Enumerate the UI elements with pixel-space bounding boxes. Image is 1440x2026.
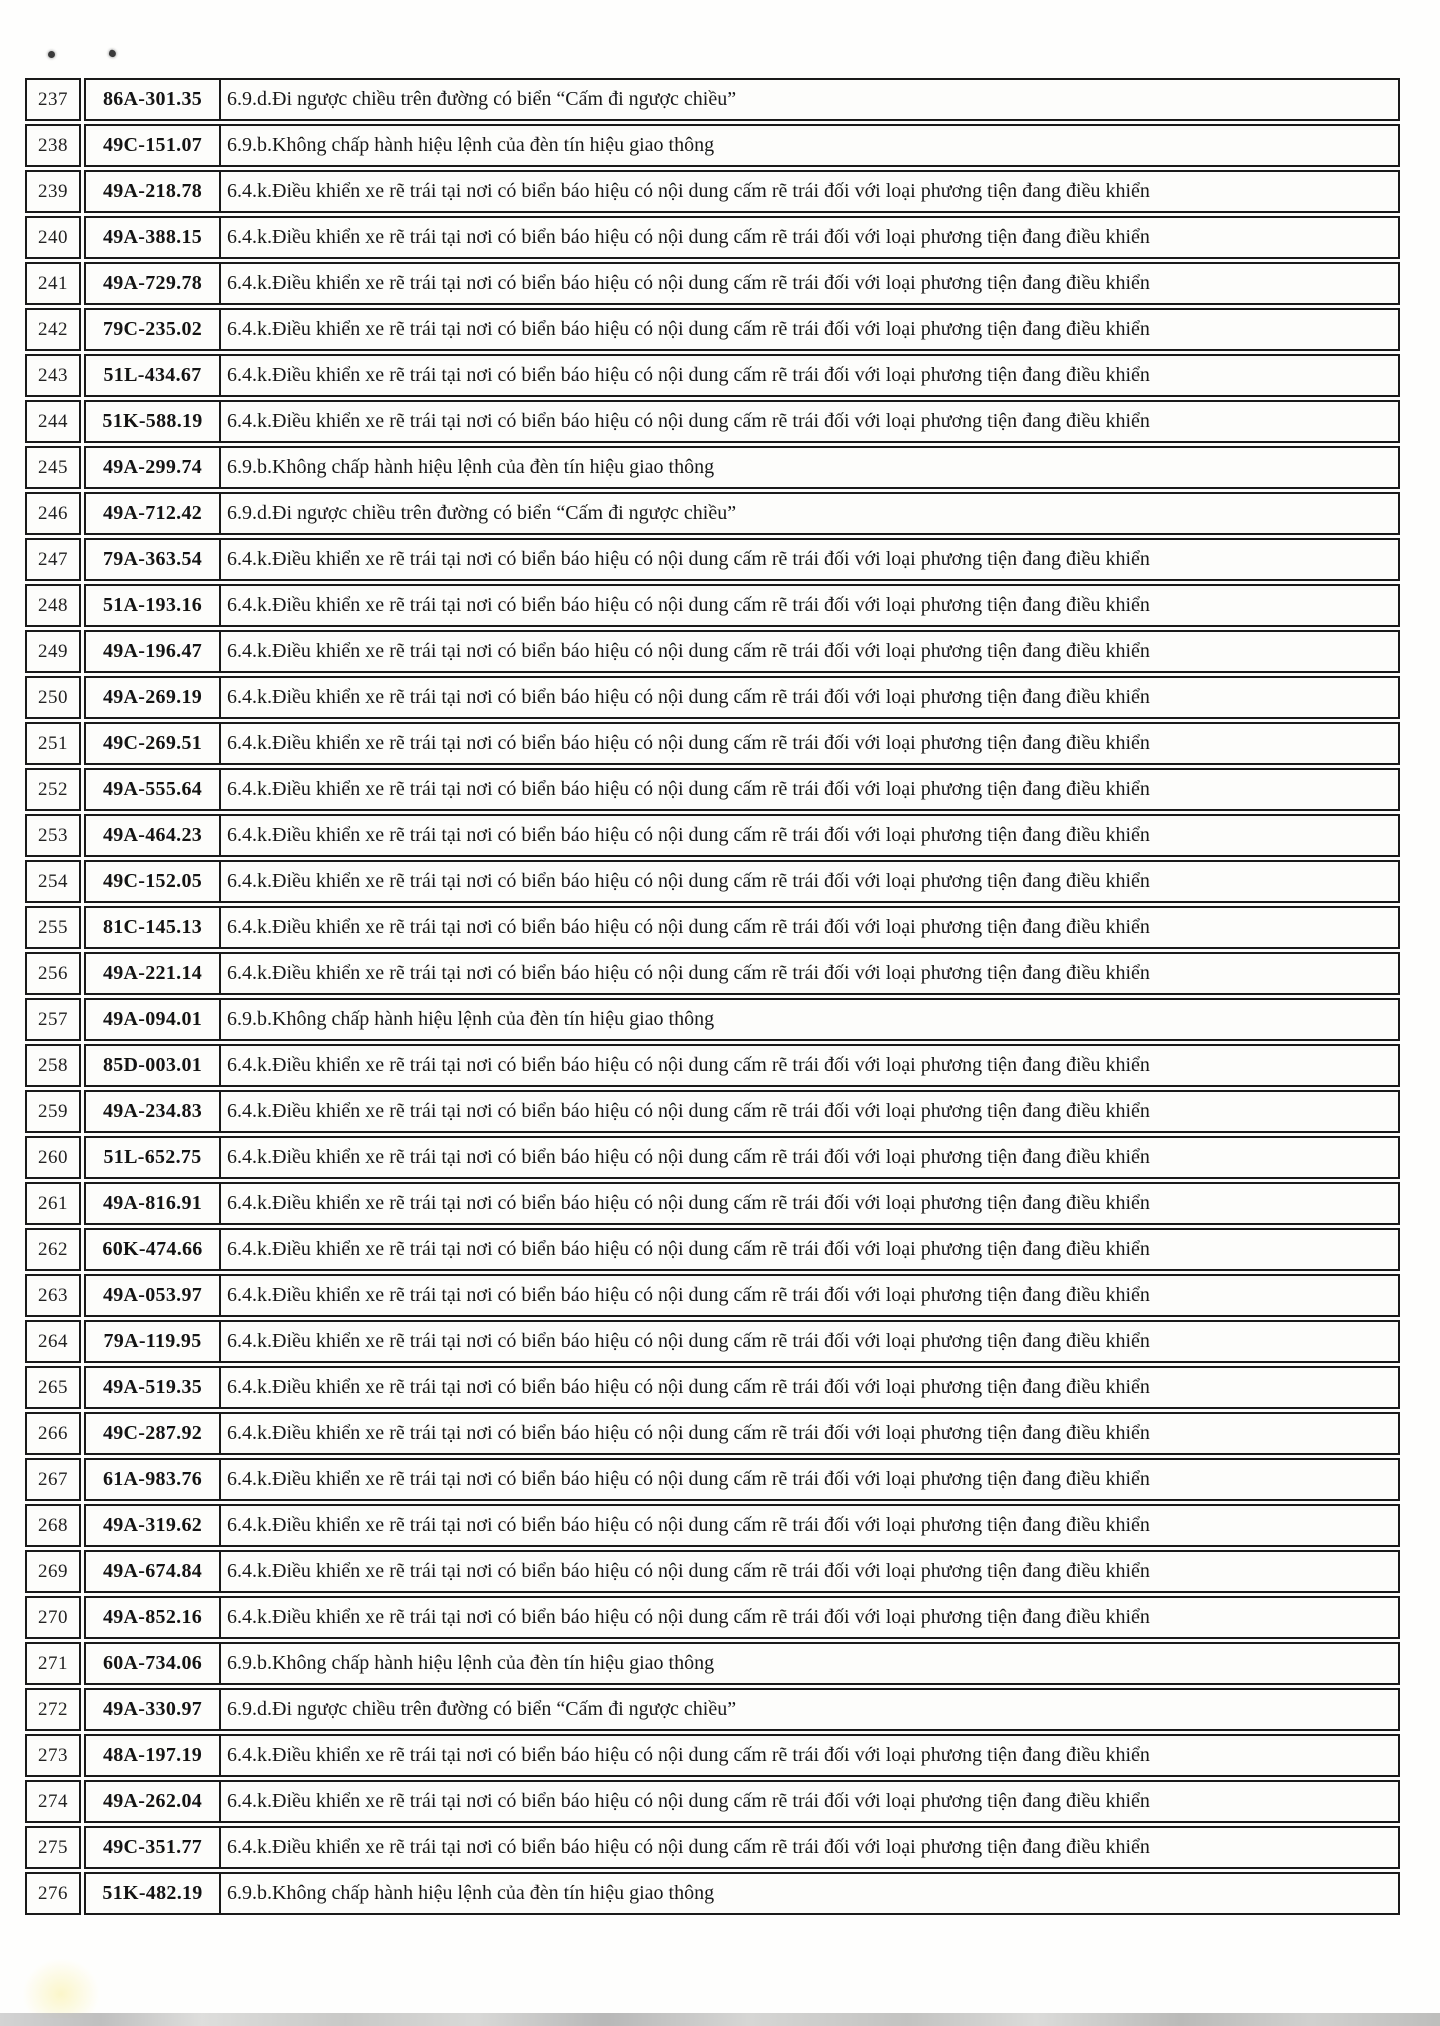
table-row	[25, 1182, 1400, 1225]
row-number-cell: 250	[25, 676, 81, 719]
license-plate-cell: 51A-193.16	[86, 586, 221, 625]
license-plate-cell: 60K-474.66	[86, 1230, 221, 1269]
license-plate-cell: 85D-003.01	[86, 1046, 221, 1085]
violation-cell: 6.4.k.Điều khiển xe rẽ trái tại nơi có biển báo hiệu có nội dung cấm rẽ trái đối với loại phương tiện đang điều khiển	[227, 1468, 1150, 1490]
row-body	[84, 1090, 1400, 1133]
violation-cell: 6.4.k.Điều khiển xe rẽ trái tại nơi có biển báo hiệu có nội dung cấm rẽ trái đối với loại phương tiện đang điều khiển	[227, 226, 1150, 248]
license-plate-cell: 49A-519.35	[86, 1368, 221, 1407]
violation-cell: 6.4.k.Điều khiển xe rẽ trái tại nơi có biển báo hiệu có nội dung cấm rẽ trái đối với loại phương tiện đang điều khiển	[227, 1238, 1150, 1260]
violation-cell: 6.9.d.Đi ngược chiều trên đường có biển “Cấm đi ngược chiều”	[227, 88, 737, 110]
row-number-cell: 246	[25, 492, 81, 535]
row-number-cell: 252	[25, 768, 81, 811]
table-row	[25, 1458, 1400, 1501]
table-row	[25, 1228, 1400, 1271]
table-row	[25, 1320, 1400, 1363]
table-row	[25, 998, 1400, 1041]
row-body	[84, 78, 1400, 121]
violation-cell: 6.4.k.Điều khiển xe rẽ trái tại nơi có biển báo hiệu có nội dung cấm rẽ trái đối với loại phương tiện đang điều khiển	[227, 732, 1150, 754]
license-plate-cell: 48A-197.19	[86, 1736, 221, 1775]
violation-cell: 6.4.k.Điều khiển xe rẽ trái tại nơi có biển báo hiệu có nội dung cấm rẽ trái đối với loại phương tiện đang điều khiển	[227, 1744, 1150, 1766]
violation-cell: 6.9.b.Không chấp hành hiệu lệnh của đèn tín hiệu giao thông	[227, 1882, 715, 1904]
row-number-cell: 258	[25, 1044, 81, 1087]
table-row	[25, 1412, 1400, 1455]
row-body	[84, 1274, 1400, 1317]
violation-cell: 6.9.b.Không chấp hành hiệu lệnh của đèn tín hiệu giao thông	[227, 1008, 715, 1030]
table-row	[25, 354, 1400, 397]
row-number-cell: 267	[25, 1458, 81, 1501]
violation-cell: 6.4.k.Điều khiển xe rẽ trái tại nơi có biển báo hiệu có nội dung cấm rẽ trái đối với loại phương tiện đang điều khiển	[227, 410, 1150, 432]
row-number-cell: 244	[25, 400, 81, 443]
row-number-cell: 262	[25, 1228, 81, 1271]
table-row	[25, 676, 1400, 719]
license-plate-cell: 49A-852.16	[86, 1598, 221, 1637]
license-plate-cell: 79A-119.95	[86, 1322, 221, 1361]
scan-speck	[108, 49, 117, 58]
row-body	[84, 768, 1400, 811]
row-number-cell: 259	[25, 1090, 81, 1133]
row-body	[84, 676, 1400, 719]
table-row	[25, 1688, 1400, 1731]
row-body	[84, 1136, 1400, 1179]
row-body	[84, 584, 1400, 627]
row-body	[84, 630, 1400, 673]
row-body	[84, 1366, 1400, 1409]
violation-cell: 6.4.k.Điều khiển xe rẽ trái tại nơi có biển báo hiệu có nội dung cấm rẽ trái đối với loại phương tiện đang điều khiển	[227, 870, 1150, 892]
row-body	[84, 170, 1400, 213]
violation-cell: 6.4.k.Điều khiển xe rẽ trái tại nơi có biển báo hiệu có nội dung cấm rẽ trái đối với loại phương tiện đang điều khiển	[227, 318, 1150, 340]
violation-cell: 6.4.k.Điều khiển xe rẽ trái tại nơi có biển báo hiệu có nội dung cấm rẽ trái đối với loại phương tiện đang điều khiển	[227, 1376, 1150, 1398]
license-plate-cell: 49A-053.97	[86, 1276, 221, 1315]
license-plate-cell: 49A-464.23	[86, 816, 221, 855]
license-plate-cell: 49C-269.51	[86, 724, 221, 763]
row-body	[84, 446, 1400, 489]
row-number-cell: 256	[25, 952, 81, 995]
license-plate-cell: 49C-151.07	[86, 126, 221, 165]
table-row	[25, 1044, 1400, 1087]
violation-cell: 6.9.b.Không chấp hành hiệu lệnh của đèn tín hiệu giao thông	[227, 1652, 715, 1674]
license-plate-cell: 60A-734.06	[86, 1644, 221, 1683]
row-body	[84, 492, 1400, 535]
table-row	[25, 906, 1400, 949]
row-number-cell: 275	[25, 1826, 81, 1869]
row-number-cell: 248	[25, 584, 81, 627]
table-row	[25, 860, 1400, 903]
row-body	[84, 216, 1400, 259]
license-plate-cell: 49A-221.14	[86, 954, 221, 993]
row-number-cell: 274	[25, 1780, 81, 1823]
violation-cell: 6.9.d.Đi ngược chiều trên đường có biển “Cấm đi ngược chiều”	[227, 1698, 737, 1720]
license-plate-cell: 49A-388.15	[86, 218, 221, 257]
license-plate-cell: 49A-218.78	[86, 172, 221, 211]
violation-cell: 6.4.k.Điều khiển xe rẽ trái tại nơi có biển báo hiệu có nội dung cấm rẽ trái đối với loại phương tiện đang điều khiển	[227, 1514, 1150, 1536]
table-row	[25, 170, 1400, 213]
row-number-cell: 265	[25, 1366, 81, 1409]
scan-smudge	[22, 1958, 100, 2018]
row-body	[84, 1504, 1400, 1547]
license-plate-cell: 49A-330.97	[86, 1690, 221, 1729]
row-number-cell: 239	[25, 170, 81, 213]
row-number-cell: 271	[25, 1642, 81, 1685]
row-number-cell: 266	[25, 1412, 81, 1455]
table-row	[25, 952, 1400, 995]
license-plate-cell: 51L-434.67	[86, 356, 221, 395]
row-number-cell: 253	[25, 814, 81, 857]
violation-cell: 6.4.k.Điều khiển xe rẽ trái tại nơi có biển báo hiệu có nội dung cấm rẽ trái đối với loại phương tiện đang điều khiển	[227, 916, 1150, 938]
row-number-cell: 243	[25, 354, 81, 397]
table-row	[25, 1872, 1400, 1915]
license-plate-cell: 81C-145.13	[86, 908, 221, 947]
row-number-cell: 254	[25, 860, 81, 903]
row-number-cell: 255	[25, 906, 81, 949]
table-row	[25, 1274, 1400, 1317]
table-row	[25, 768, 1400, 811]
violation-cell: 6.4.k.Điều khiển xe rẽ trái tại nơi có biển báo hiệu có nội dung cấm rẽ trái đối với loại phương tiện đang điều khiển	[227, 778, 1150, 800]
table-row	[25, 722, 1400, 765]
table-row	[25, 1780, 1400, 1823]
row-body	[84, 1734, 1400, 1777]
row-body	[84, 1044, 1400, 1087]
license-plate-cell: 49A-816.91	[86, 1184, 221, 1223]
violation-cell: 6.4.k.Điều khiển xe rẽ trái tại nơi có biển báo hiệu có nội dung cấm rẽ trái đối với loại phương tiện đang điều khiển	[227, 1790, 1150, 1812]
license-plate-cell: 61A-983.76	[86, 1460, 221, 1499]
license-plate-cell: 49A-269.19	[86, 678, 221, 717]
row-body	[84, 1182, 1400, 1225]
license-plate-cell: 49A-555.64	[86, 770, 221, 809]
row-body	[84, 998, 1400, 1041]
row-number-cell: 261	[25, 1182, 81, 1225]
row-body	[84, 814, 1400, 857]
scan-speck	[48, 51, 55, 58]
table-row	[25, 308, 1400, 351]
scan-bottom-edge	[0, 2013, 1440, 2026]
row-number-cell: 240	[25, 216, 81, 259]
table-row	[25, 400, 1400, 443]
row-body	[84, 354, 1400, 397]
table-row	[25, 1550, 1400, 1593]
violation-cell: 6.4.k.Điều khiển xe rẽ trái tại nơi có biển báo hiệu có nội dung cấm rẽ trái đối với loại phương tiện đang điều khiển	[227, 1192, 1150, 1214]
license-plate-cell: 49A-674.84	[86, 1552, 221, 1591]
row-number-cell: 272	[25, 1688, 81, 1731]
row-body	[84, 722, 1400, 765]
row-body	[84, 1320, 1400, 1363]
violation-cell: 6.4.k.Điều khiển xe rẽ trái tại nơi có biển báo hiệu có nội dung cấm rẽ trái đối với loại phương tiện đang điều khiển	[227, 1146, 1150, 1168]
violation-cell: 6.4.k.Điều khiển xe rẽ trái tại nơi có biển báo hiệu có nội dung cấm rẽ trái đối với loại phương tiện đang điều khiển	[227, 686, 1150, 708]
table-row	[25, 1642, 1400, 1685]
row-number-cell: 268	[25, 1504, 81, 1547]
row-number-cell: 242	[25, 308, 81, 351]
row-body	[84, 1596, 1400, 1639]
license-plate-cell: 49C-351.77	[86, 1828, 221, 1867]
row-number-cell: 264	[25, 1320, 81, 1363]
row-number-cell: 247	[25, 538, 81, 581]
table-row	[25, 1136, 1400, 1179]
violation-cell: 6.4.k.Điều khiển xe rẽ trái tại nơi có biển báo hiệu có nội dung cấm rẽ trái đối với loại phương tiện đang điều khiển	[227, 548, 1150, 570]
row-number-cell: 237	[25, 78, 81, 121]
row-body	[84, 124, 1400, 167]
row-body	[84, 1780, 1400, 1823]
table-row	[25, 492, 1400, 535]
row-number-cell: 273	[25, 1734, 81, 1777]
table-row	[25, 584, 1400, 627]
table-row	[25, 1596, 1400, 1639]
row-body	[84, 308, 1400, 351]
violation-cell: 6.4.k.Điều khiển xe rẽ trái tại nơi có biển báo hiệu có nội dung cấm rẽ trái đối với loại phương tiện đang điều khiển	[227, 962, 1150, 984]
license-plate-cell: 86A-301.35	[86, 80, 221, 119]
violation-cell: 6.4.k.Điều khiển xe rẽ trái tại nơi có biển báo hiệu có nội dung cấm rẽ trái đối với loại phương tiện đang điều khiển	[227, 1330, 1150, 1352]
license-plate-cell: 49A-299.74	[86, 448, 221, 487]
violation-cell: 6.4.k.Điều khiển xe rẽ trái tại nơi có biển báo hiệu có nội dung cấm rẽ trái đối với loại phương tiện đang điều khiển	[227, 1836, 1150, 1858]
license-plate-cell: 49A-729.78	[86, 264, 221, 303]
license-plate-cell: 51K-588.19	[86, 402, 221, 441]
violation-cell: 6.4.k.Điều khiển xe rẽ trái tại nơi có biển báo hiệu có nội dung cấm rẽ trái đối với loại phương tiện đang điều khiển	[227, 364, 1150, 386]
table-row	[25, 538, 1400, 581]
violation-cell: 6.4.k.Điều khiển xe rẽ trái tại nơi có biển báo hiệu có nội dung cấm rẽ trái đối với loại phương tiện đang điều khiển	[227, 180, 1150, 202]
license-plate-cell: 49A-094.01	[86, 1000, 221, 1039]
row-number-cell: 260	[25, 1136, 81, 1179]
row-body	[84, 906, 1400, 949]
license-plate-cell: 49A-712.42	[86, 494, 221, 533]
table-row	[25, 78, 1400, 121]
row-number-cell: 269	[25, 1550, 81, 1593]
violations-table	[25, 78, 1400, 1918]
row-number-cell: 241	[25, 262, 81, 305]
table-row	[25, 1826, 1400, 1869]
table-row	[25, 1090, 1400, 1133]
row-number-cell: 263	[25, 1274, 81, 1317]
row-body	[84, 262, 1400, 305]
license-plate-cell: 49C-152.05	[86, 862, 221, 901]
license-plate-cell: 51L-652.75	[86, 1138, 221, 1177]
violation-cell: 6.4.k.Điều khiển xe rẽ trái tại nơi có biển báo hiệu có nội dung cấm rẽ trái đối với loại phương tiện đang điều khiển	[227, 1422, 1150, 1444]
row-number-cell: 238	[25, 124, 81, 167]
license-plate-cell: 79C-235.02	[86, 310, 221, 349]
table-row	[25, 1366, 1400, 1409]
row-body	[84, 1550, 1400, 1593]
table-row	[25, 446, 1400, 489]
violation-cell: 6.4.k.Điều khiển xe rẽ trái tại nơi có biển báo hiệu có nội dung cấm rẽ trái đối với loại phương tiện đang điều khiển	[227, 272, 1150, 294]
violation-cell: 6.9.b.Không chấp hành hiệu lệnh của đèn tín hiệu giao thông	[227, 456, 715, 478]
license-plate-cell: 49A-234.83	[86, 1092, 221, 1131]
row-number-cell: 251	[25, 722, 81, 765]
table-row	[25, 216, 1400, 259]
violation-cell: 6.4.k.Điều khiển xe rẽ trái tại nơi có biển báo hiệu có nội dung cấm rẽ trái đối với loại phương tiện đang điều khiển	[227, 1100, 1150, 1122]
table-row	[25, 630, 1400, 673]
row-body	[84, 1412, 1400, 1455]
row-body	[84, 1826, 1400, 1869]
row-number-cell: 249	[25, 630, 81, 673]
violation-cell: 6.4.k.Điều khiển xe rẽ trái tại nơi có biển báo hiệu có nội dung cấm rẽ trái đối với loại phương tiện đang điều khiển	[227, 1054, 1150, 1076]
row-body	[84, 1228, 1400, 1271]
row-number-cell: 270	[25, 1596, 81, 1639]
row-body	[84, 538, 1400, 581]
violation-cell: 6.4.k.Điều khiển xe rẽ trái tại nơi có biển báo hiệu có nội dung cấm rẽ trái đối với loại phương tiện đang điều khiển	[227, 1606, 1150, 1628]
row-body	[84, 860, 1400, 903]
violation-cell: 6.4.k.Điều khiển xe rẽ trái tại nơi có biển báo hiệu có nội dung cấm rẽ trái đối với loại phương tiện đang điều khiển	[227, 594, 1150, 616]
row-number-cell: 257	[25, 998, 81, 1041]
violation-cell: 6.9.b.Không chấp hành hiệu lệnh của đèn tín hiệu giao thông	[227, 134, 715, 156]
row-body	[84, 1642, 1400, 1685]
row-body	[84, 1872, 1400, 1915]
license-plate-cell: 49A-319.62	[86, 1506, 221, 1545]
violation-cell: 6.4.k.Điều khiển xe rẽ trái tại nơi có biển báo hiệu có nội dung cấm rẽ trái đối với loại phương tiện đang điều khiển	[227, 824, 1150, 846]
violation-cell: 6.9.d.Đi ngược chiều trên đường có biển “Cấm đi ngược chiều”	[227, 502, 737, 524]
row-body	[84, 1688, 1400, 1731]
row-body	[84, 400, 1400, 443]
license-plate-cell: 79A-363.54	[86, 540, 221, 579]
table-row	[25, 124, 1400, 167]
row-number-cell: 245	[25, 446, 81, 489]
table-row	[25, 1504, 1400, 1547]
table-row	[25, 814, 1400, 857]
table-row	[25, 1734, 1400, 1777]
license-plate-cell: 51K-482.19	[86, 1874, 221, 1913]
license-plate-cell: 49A-196.47	[86, 632, 221, 671]
violation-cell: 6.4.k.Điều khiển xe rẽ trái tại nơi có biển báo hiệu có nội dung cấm rẽ trái đối với loại phương tiện đang điều khiển	[227, 1284, 1150, 1306]
table-row	[25, 262, 1400, 305]
row-body	[84, 952, 1400, 995]
license-plate-cell: 49C-287.92	[86, 1414, 221, 1453]
row-number-cell: 276	[25, 1872, 81, 1915]
violation-cell: 6.4.k.Điều khiển xe rẽ trái tại nơi có biển báo hiệu có nội dung cấm rẽ trái đối với loại phương tiện đang điều khiển	[227, 1560, 1150, 1582]
violation-cell: 6.4.k.Điều khiển xe rẽ trái tại nơi có biển báo hiệu có nội dung cấm rẽ trái đối với loại phương tiện đang điều khiển	[227, 640, 1150, 662]
row-body	[84, 1458, 1400, 1501]
license-plate-cell: 49A-262.04	[86, 1782, 221, 1821]
